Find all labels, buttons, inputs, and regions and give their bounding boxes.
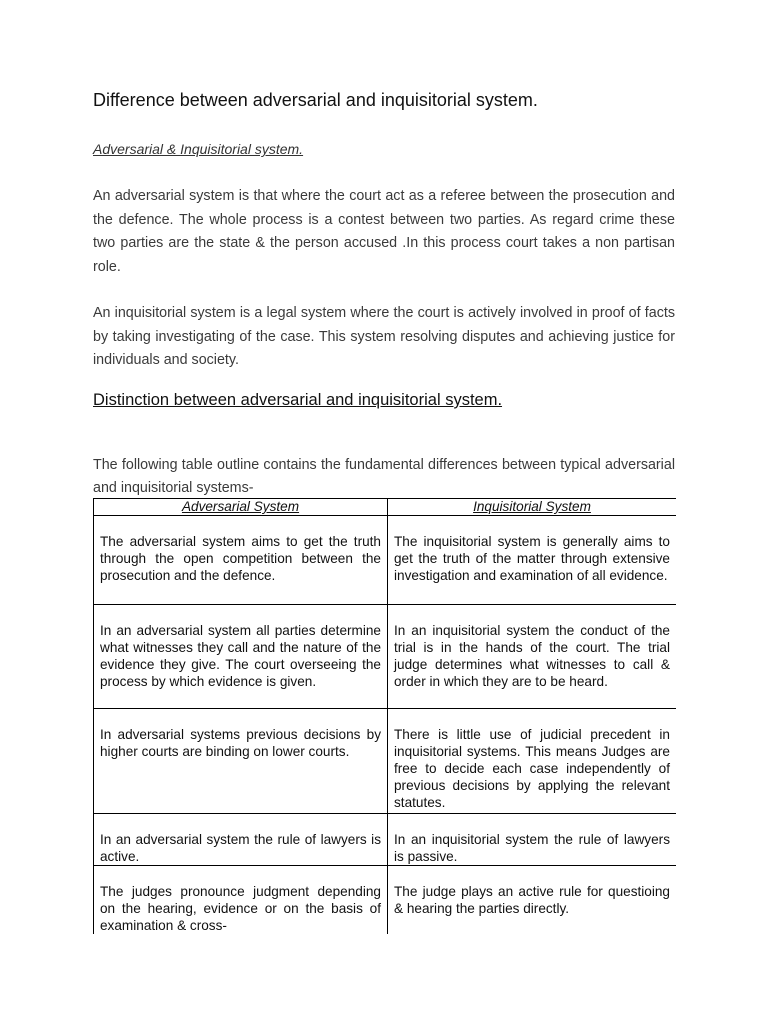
document-title: Difference between adversarial and inquisitorial system. [93,90,538,110]
header-adversarial: Adversarial System [94,499,388,516]
table-cell-adversarial: The adversarial system aims to get the truth through the open competition between the prosecution and the defence. [94,516,388,605]
table-row [94,709,677,814]
header-inquisitorial: Inquisitorial System [388,499,677,516]
comparison-table [93,498,676,934]
table-intro: The following table outline contains the fundamental differences between typical adversarial and inquisitorial systems- [93,457,675,496]
table-cell-adversarial: In an adversarial system the rule of lawyers is active. [94,814,388,866]
table-row [94,814,677,866]
table-row [94,605,677,709]
subheading: Adversarial & Inquisitorial system. [93,141,304,157]
paragraph-adversarial: An adversarial system is that where the court act as a referee between the prosecution and the defence. The whole process is a contest between two parties. As regard crime these two parties are the state & the person accused .In this process court takes a non partisan role. [93,188,675,275]
section-heading: Distinction between adversarial and inquisitorial system. [93,391,503,409]
table-cell-adversarial: The judges pronounce judgment depending on the hearing, evidence or on the basis of examination & cross- [94,866,388,935]
table-cell-adversarial: In adversarial systems previous decisions by higher courts are binding on lower courts. [94,709,388,814]
table-cell-inquisitorial: In an inquisitorial system the rule of lawyers is passive. [388,814,677,866]
table-row [94,516,677,605]
table-cell-inquisitorial: The inquisitorial system is generally aims to get the truth of the matter through extensive investigation and examination of all evidence. [388,516,677,605]
paragraph-inquisitorial: An inquisitorial system is a legal system where the court is actively involved in proof of facts by taking investigating of the case. This system resolving disputes and achieving justice for individuals and society. [93,305,675,368]
table-header-row [94,499,677,516]
table-cell-inquisitorial: In an inquisitorial system the conduct of the trial is in the hands of the court. The trial judge determines what witnesses to call & order in which they are to be heard. [388,605,677,709]
table-cell-inquisitorial: There is little use of judicial precedent in inquisitorial systems. This means Judges are free to decide each case independently of previous decisions by applying the relevant statutes. [388,709,677,814]
table-cell-inquisitorial: The judge plays an active rule for questioing & hearing the parties directly. [388,866,677,935]
table-row [94,866,677,935]
table-cell-adversarial: In an adversarial system all parties determine what witnesses they call and the nature of the evidence they give. The court overseeing the process by which evidence is given. [94,605,388,709]
comparison-table-wrapper [93,498,676,934]
